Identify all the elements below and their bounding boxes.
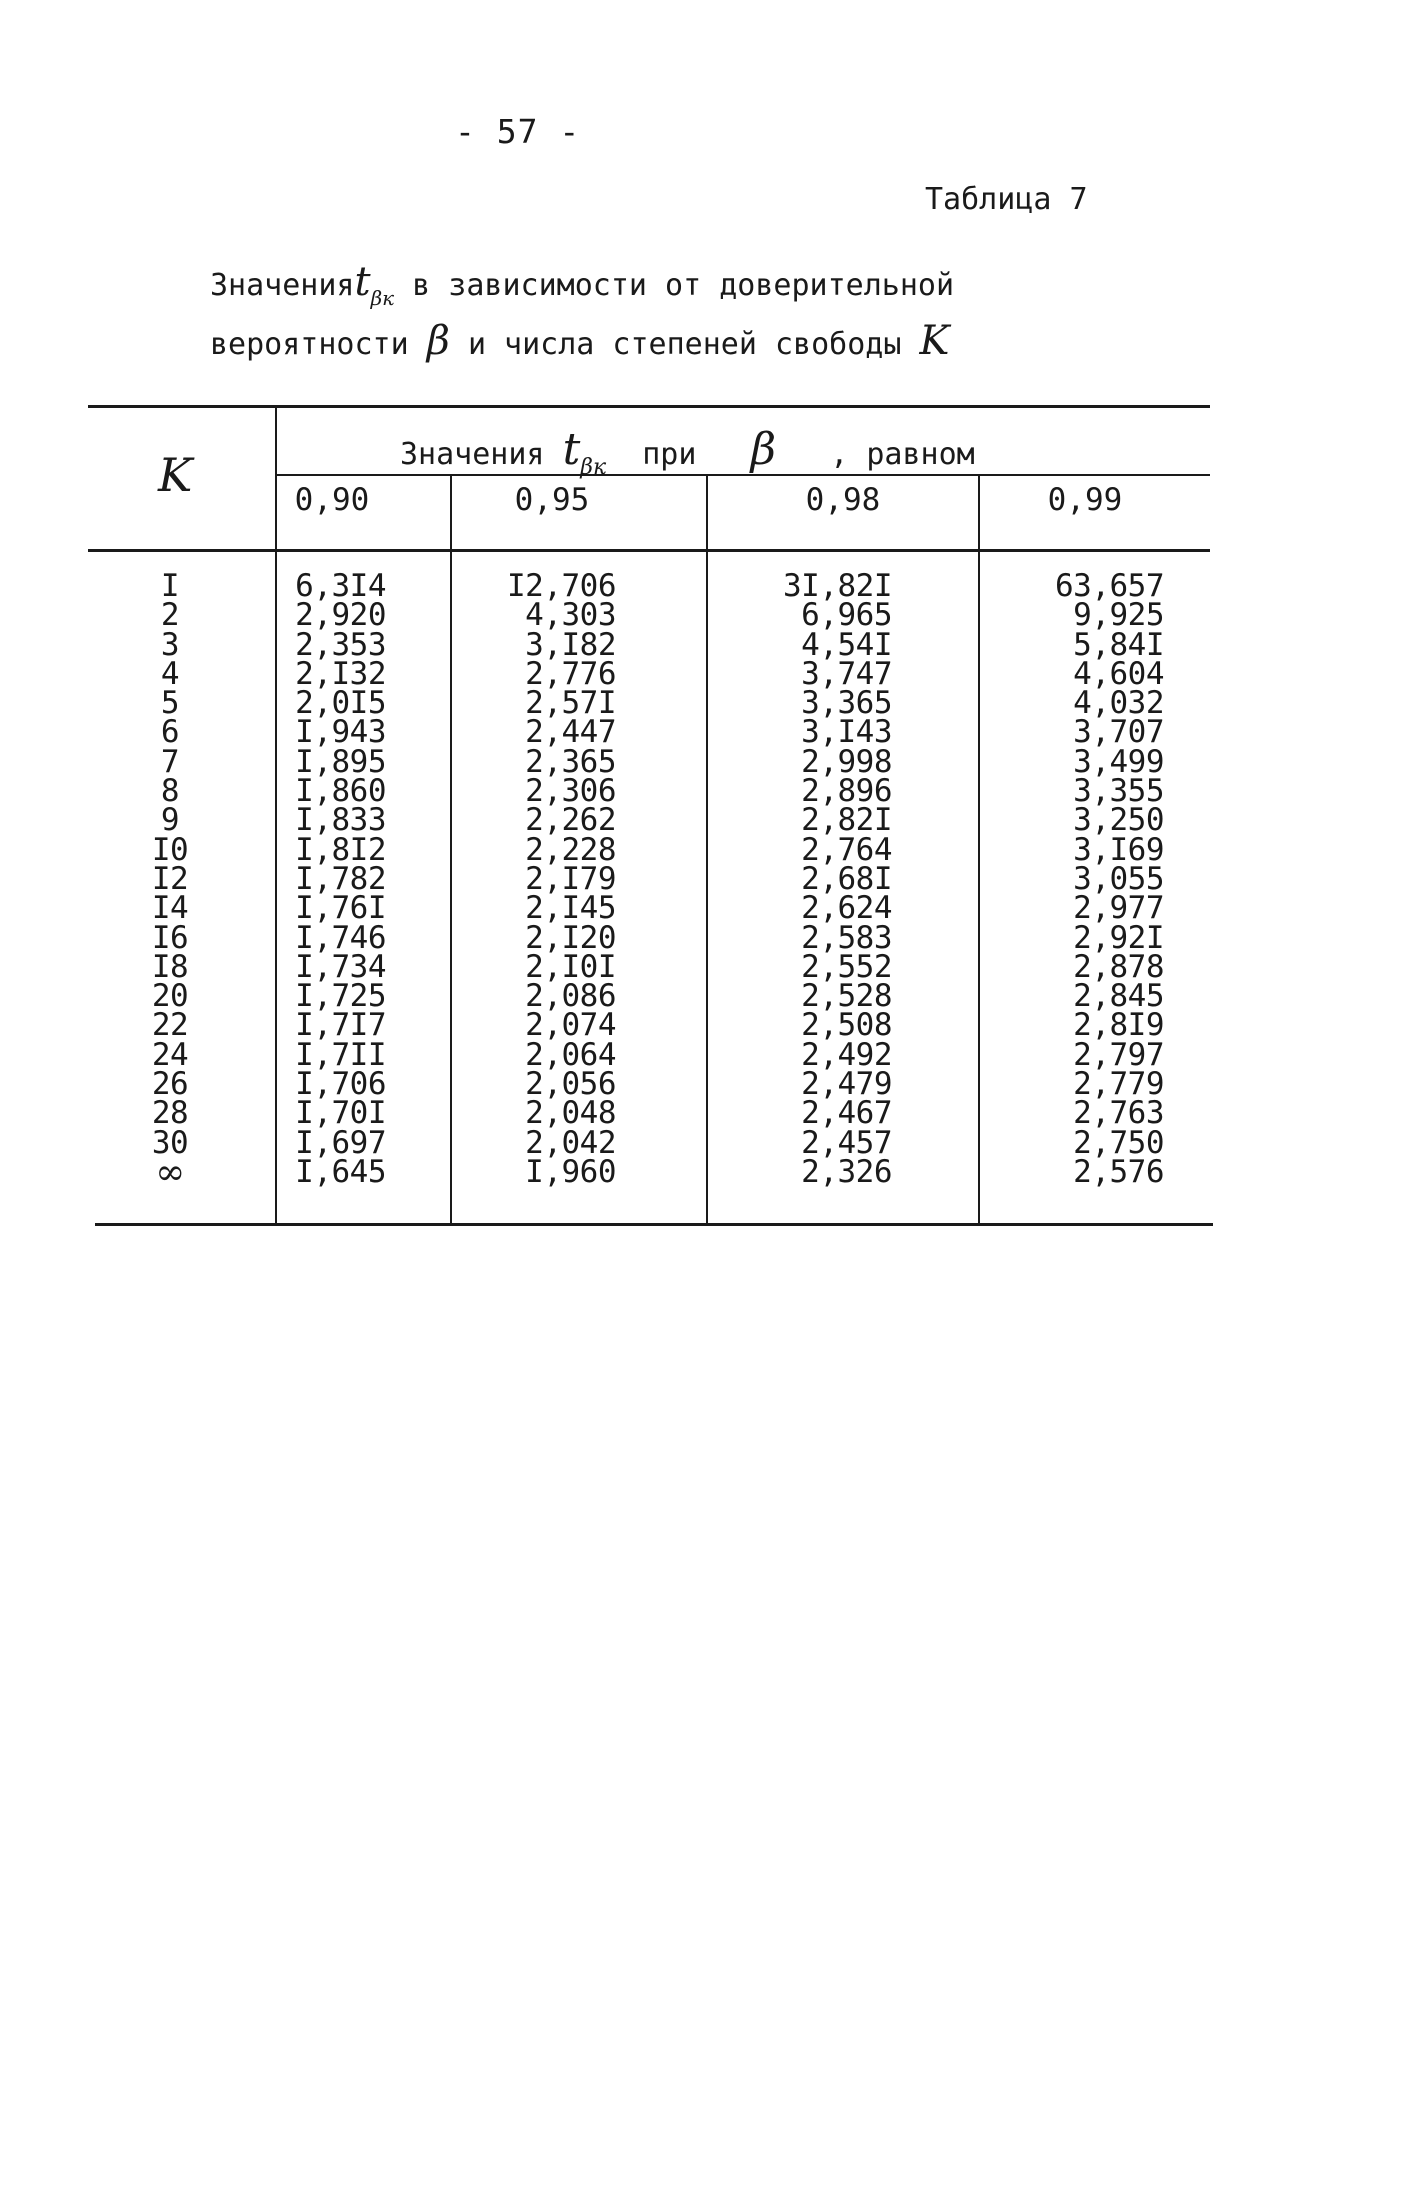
k-value: I4 bbox=[151, 890, 189, 927]
beta-group-header bbox=[400, 424, 975, 480]
table-cell: I,8I2 bbox=[295, 831, 386, 868]
table-cell: 2,0I5 bbox=[295, 685, 386, 722]
beta-header-095: 0,95 bbox=[514, 482, 590, 518]
table-cell: 2,764 bbox=[801, 831, 892, 868]
table-cell: I,895 bbox=[295, 743, 386, 780]
column-divider bbox=[450, 476, 452, 1224]
table-cell: 2,763 bbox=[1073, 1095, 1164, 1132]
table-cell: 2,508 bbox=[801, 1007, 892, 1044]
table-cell: 3,250 bbox=[1073, 802, 1164, 839]
k-value: 20 bbox=[151, 978, 189, 1015]
column-095 bbox=[460, 568, 616, 1190]
table-cell: 2,I0I bbox=[525, 948, 616, 985]
k-value: I8 bbox=[151, 948, 189, 985]
table-cell: I,7I7 bbox=[295, 1007, 386, 1044]
table-cell: 2,750 bbox=[1073, 1124, 1164, 1161]
column-divider bbox=[706, 476, 708, 1224]
k-column-header: K bbox=[158, 448, 193, 502]
table-cell: I,697 bbox=[295, 1124, 386, 1161]
table-cell: 3,I82 bbox=[525, 626, 616, 663]
table-cell: 2,365 bbox=[525, 743, 616, 780]
table-cell: I,782 bbox=[295, 860, 386, 897]
table-cell: 4,604 bbox=[1073, 655, 1164, 692]
k-value: 4 bbox=[160, 655, 180, 692]
group-header-text: Значения bbox=[400, 437, 545, 472]
k-value: 24 bbox=[151, 1036, 189, 1073]
table-cell: 2,845 bbox=[1073, 978, 1164, 1015]
table-cell: 3,747 bbox=[801, 655, 892, 692]
table-cell: I,706 bbox=[295, 1066, 386, 1103]
table-cell: 9,925 bbox=[1073, 597, 1164, 634]
k-value: 26 bbox=[151, 1066, 189, 1103]
table-cell: 2,048 bbox=[525, 1095, 616, 1132]
table-cell: I,943 bbox=[295, 714, 386, 751]
table-cell: 2,552 bbox=[801, 948, 892, 985]
table-cell: I,7II bbox=[295, 1036, 386, 1073]
table-cell: 2,306 bbox=[525, 773, 616, 810]
table-cell: 2,I45 bbox=[525, 890, 616, 927]
k-value: 3 bbox=[160, 626, 180, 663]
table-cell: I2,706 bbox=[507, 568, 616, 604]
table-cell: 2,92I bbox=[1073, 919, 1164, 956]
column-090 bbox=[280, 568, 386, 1190]
table-cell: 2,68I bbox=[801, 860, 892, 897]
caption-line-1 bbox=[210, 259, 955, 321]
table-cell: 2,228 bbox=[525, 831, 616, 868]
table-top-rule bbox=[88, 405, 1210, 408]
table-cell: 3,055 bbox=[1073, 860, 1164, 897]
table-cell: 2,82I bbox=[801, 802, 892, 839]
table-cell: 2,797 bbox=[1073, 1036, 1164, 1073]
k-value: 7 bbox=[160, 743, 180, 780]
table-cell: I,645 bbox=[295, 1153, 386, 1190]
page-number: - 57 - bbox=[455, 112, 581, 151]
table-caption bbox=[210, 259, 955, 368]
table-cell: 2,896 bbox=[801, 773, 892, 810]
caption-text: вероятности bbox=[210, 327, 409, 362]
table-cell: 2,447 bbox=[525, 714, 616, 751]
column-098 bbox=[720, 568, 892, 1190]
table-cell: 6,965 bbox=[801, 597, 892, 634]
t-symbol: t bbox=[562, 424, 581, 475]
table-cell: 2,583 bbox=[801, 919, 892, 956]
k-value: I2 bbox=[151, 860, 189, 897]
table-cell: 3,I69 bbox=[1073, 831, 1164, 868]
column-099 bbox=[1000, 568, 1164, 1190]
column-divider bbox=[978, 476, 980, 1224]
table-cell: 2,457 bbox=[801, 1124, 892, 1161]
table-cell: 3I,82I bbox=[783, 568, 892, 604]
k-value: 5 bbox=[160, 685, 180, 722]
k-value: 9 bbox=[160, 802, 180, 839]
table-cell: I,860 bbox=[295, 773, 386, 810]
group-header-text: , равном bbox=[830, 437, 975, 472]
table-cell: I,734 bbox=[295, 948, 386, 985]
k-value: 28 bbox=[151, 1095, 189, 1132]
table-cell: 2,I32 bbox=[295, 655, 386, 692]
table-cell: I,833 bbox=[295, 802, 386, 839]
table-cell: 63,657 bbox=[1055, 568, 1164, 604]
k-value: 2 bbox=[160, 597, 180, 634]
table-cell: I,70I bbox=[295, 1095, 386, 1132]
table-cell: 2,492 bbox=[801, 1036, 892, 1073]
table-cell: 3,I43 bbox=[801, 714, 892, 751]
table-cell: 2,056 bbox=[525, 1066, 616, 1103]
table-cell: 2,074 bbox=[525, 1007, 616, 1044]
table-cell: 2,528 bbox=[801, 978, 892, 1015]
table-cell: 2,467 bbox=[801, 1095, 892, 1132]
table-cell: 2,920 bbox=[295, 597, 386, 634]
table-cell: 5,84I bbox=[1073, 626, 1164, 663]
k-value: ∞ bbox=[155, 1151, 185, 1193]
table-cell: 2,779 bbox=[1073, 1066, 1164, 1103]
table-cell: 2,57I bbox=[525, 685, 616, 722]
t-subscript: βк bbox=[370, 286, 395, 310]
column-divider bbox=[275, 405, 277, 1224]
k-value: 6 bbox=[160, 714, 180, 751]
t-subscript: βк bbox=[580, 455, 607, 480]
table-cell: 2,064 bbox=[525, 1036, 616, 1073]
table-cell: 2,353 bbox=[295, 626, 386, 663]
table-cell: I,725 bbox=[295, 978, 386, 1015]
table-cell: 2,I79 bbox=[525, 860, 616, 897]
table-cell: 2,042 bbox=[525, 1124, 616, 1161]
table-cell: 4,032 bbox=[1073, 685, 1164, 722]
table-cell: 2,I20 bbox=[525, 919, 616, 956]
k-symbol: K bbox=[919, 318, 950, 364]
header-bottom-rule bbox=[88, 549, 1210, 552]
k-value: I bbox=[160, 568, 180, 604]
beta-header-090: 0,90 bbox=[294, 482, 370, 518]
caption-text: Значения bbox=[210, 268, 355, 303]
table-cell: 2,624 bbox=[801, 890, 892, 927]
table-cell: 2,326 bbox=[801, 1153, 892, 1190]
k-value: I0 bbox=[151, 831, 189, 868]
table-cell: 2,977 bbox=[1073, 890, 1164, 927]
table-cell: 4,303 bbox=[525, 597, 616, 634]
table-cell: 2,576 bbox=[1073, 1153, 1164, 1190]
t-symbol: t bbox=[354, 259, 371, 305]
table-cell: 2,776 bbox=[525, 655, 616, 692]
table-cell: 2,998 bbox=[801, 743, 892, 780]
table-cell: 2,8I9 bbox=[1073, 1007, 1164, 1044]
caption-text: в зависимости от доверительной bbox=[412, 268, 955, 303]
caption-line-2 bbox=[210, 318, 954, 368]
table-bottom-rule bbox=[95, 1223, 1213, 1226]
table-label: Таблица 7 bbox=[925, 182, 1088, 217]
k-value: 22 bbox=[151, 1007, 189, 1044]
table-cell: I,960 bbox=[525, 1153, 616, 1190]
table-cell: 2,479 bbox=[801, 1066, 892, 1103]
table-cell: I,746 bbox=[295, 919, 386, 956]
beta-header-098: 0,98 bbox=[805, 482, 881, 518]
table-cell: 2,086 bbox=[525, 978, 616, 1015]
table-cell: 2,878 bbox=[1073, 948, 1164, 985]
k-column bbox=[130, 568, 210, 1193]
beta-symbol: β bbox=[426, 318, 450, 364]
table-cell: 6,3I4 bbox=[295, 568, 386, 604]
beta-symbol: β bbox=[750, 424, 777, 475]
table-cell: 2,262 bbox=[525, 802, 616, 839]
table-cell: 4,54I bbox=[801, 626, 892, 663]
table-cell: 3,365 bbox=[801, 685, 892, 722]
k-value: 8 bbox=[160, 773, 180, 810]
table-cell: I,76I bbox=[295, 890, 386, 927]
table-cell: 3,499 bbox=[1073, 743, 1164, 780]
caption-text: и числа степеней свободы bbox=[467, 327, 902, 362]
k-value: I6 bbox=[151, 919, 189, 956]
beta-header-099: 0,99 bbox=[1047, 482, 1123, 518]
group-header-text: при bbox=[642, 437, 697, 472]
k-value: 30 bbox=[151, 1124, 189, 1161]
table-cell: 3,707 bbox=[1073, 714, 1164, 751]
table-cell: 3,355 bbox=[1073, 773, 1164, 810]
